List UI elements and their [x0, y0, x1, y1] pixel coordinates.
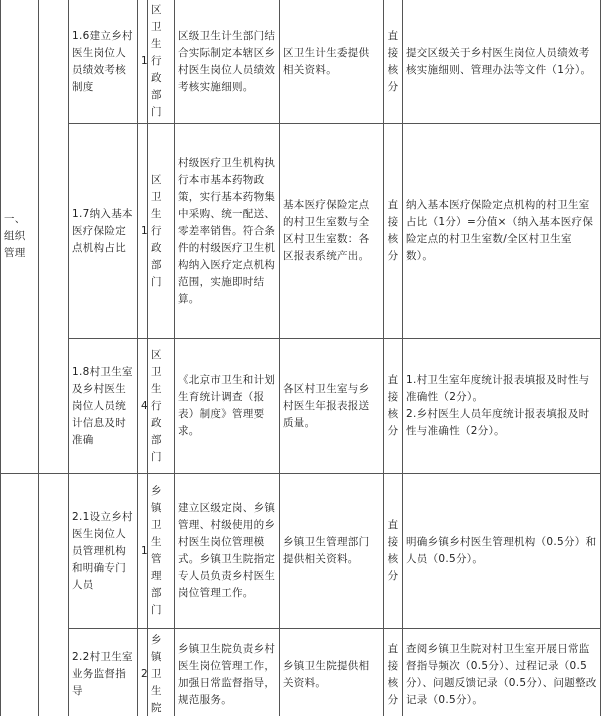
- evidence-cell: 乡镇卫生管理部门提供相关资料。: [280, 474, 384, 629]
- score-cell: 1: [138, 0, 148, 124]
- category-cell: [1, 0, 39, 474]
- category-line: 管理: [4, 247, 26, 259]
- detail-cell: 纳入基本医疗保险定点机构的村卫生室占比（1分）=分值×（纳入基本医疗保险定点的村卫生室数/全区村卫生室数）。: [403, 124, 601, 339]
- measure-cell: 乡镇卫生院负责乡村医生岗位管理工作，加强日常监督指导，规范服务。: [175, 629, 280, 716]
- detail-cell: [403, 339, 601, 474]
- evidence-cell: 各区村卫生室与乡村医生年报表报送质量。: [280, 339, 384, 474]
- table-row: [1, 339, 601, 474]
- detail-cell: 查阅乡镇卫生院对村卫生室开展日常监督指导频次（0.5分）、过程记录（0.5分）、问题反馈记录（0.5分）、问题整改记录（0.5分）。: [403, 629, 601, 716]
- item-cell: 1.8村卫生室及乡村医生岗位人员统计信息及时准确: [69, 339, 138, 474]
- department-cell: 乡镇卫生院: [148, 629, 175, 716]
- item-cell: 1.6建立乡村医生岗位人员绩效考核制度: [69, 0, 138, 124]
- method-cell: 直接核分: [384, 474, 403, 629]
- measure-cell: 村级医疗卫生机构执行本市基本药物政策，实行基本药物集中采购、统一配送、零差率销售。符合条件的村级医疗卫生机构纳入医疗定点机构范围，实施即时结算。: [175, 124, 280, 339]
- department-cell: 区卫生行政部门: [148, 124, 175, 339]
- item-cell: 1.7纳入基本医疗保险定点机构占比: [69, 124, 138, 339]
- detail-line: 2.乡村医生人员年度统计报表填报及时性与准确性（2分）。: [406, 408, 590, 437]
- measure-cell: 建立区级定岗、乡镇管理、村级使用的乡村医生岗位管理模式。乡镇卫生院指定专人员负责乡村医生岗位管理工作。: [175, 474, 280, 629]
- evidence-cell: 区卫生计生委提供相关资料。: [280, 0, 384, 124]
- category-line: 组织: [4, 230, 26, 242]
- measure-cell: 《北京市卫生和计划生育统计调查（报表）制度》管理要求。: [175, 339, 280, 474]
- item-cell: 2.2村卫生室业务监督指导: [69, 629, 138, 716]
- score-cell: 2: [138, 629, 148, 716]
- detail-cell: 提交区级关于乡村医生岗位人员绩效考核实施细则、管理办法等文件（1分）。: [403, 0, 601, 124]
- score-cell: 1: [138, 474, 148, 629]
- method-cell: 直接核分: [384, 0, 403, 124]
- score-cell: 4: [138, 339, 148, 474]
- method-cell: 直接核分: [384, 124, 403, 339]
- table-row: [1, 474, 601, 629]
- blank-cell: [39, 474, 69, 716]
- evidence-cell: 乡镇卫生院提供相关资料。: [280, 629, 384, 716]
- detail-line: 1.村卫生室年度统计报表填报及时性与准确性（2分）。: [406, 374, 590, 403]
- category-line: 一、: [4, 213, 26, 225]
- detail-cell: 明确乡镇乡村医生管理机构（0.5分）和人员（0.5分）。: [403, 474, 601, 629]
- department-cell: 区卫生行政部门: [148, 339, 175, 474]
- department-cell: 区卫生行政部门: [148, 0, 175, 124]
- table-row: [1, 124, 601, 339]
- table-row: [1, 0, 601, 124]
- score-cell: 1: [138, 124, 148, 339]
- method-cell: 直接核分: [384, 629, 403, 716]
- blank-cell: [39, 0, 69, 474]
- department-cell: 乡镇卫生管理部门: [148, 474, 175, 629]
- table-row: [1, 629, 601, 716]
- item-cell: 2.1设立乡村医生岗位人员管理机构和明确专门人员: [69, 474, 138, 629]
- evidence-cell: 基本医疗保险定点的村卫生室数与全区村卫生室数：各区报表系统产出。: [280, 124, 384, 339]
- measure-cell: 区级卫生计生部门结合实际制定本辖区乡村医生岗位人员绩效考核实施细则。: [175, 0, 280, 124]
- method-cell: 直接核分: [384, 339, 403, 474]
- category-cell: [1, 474, 39, 716]
